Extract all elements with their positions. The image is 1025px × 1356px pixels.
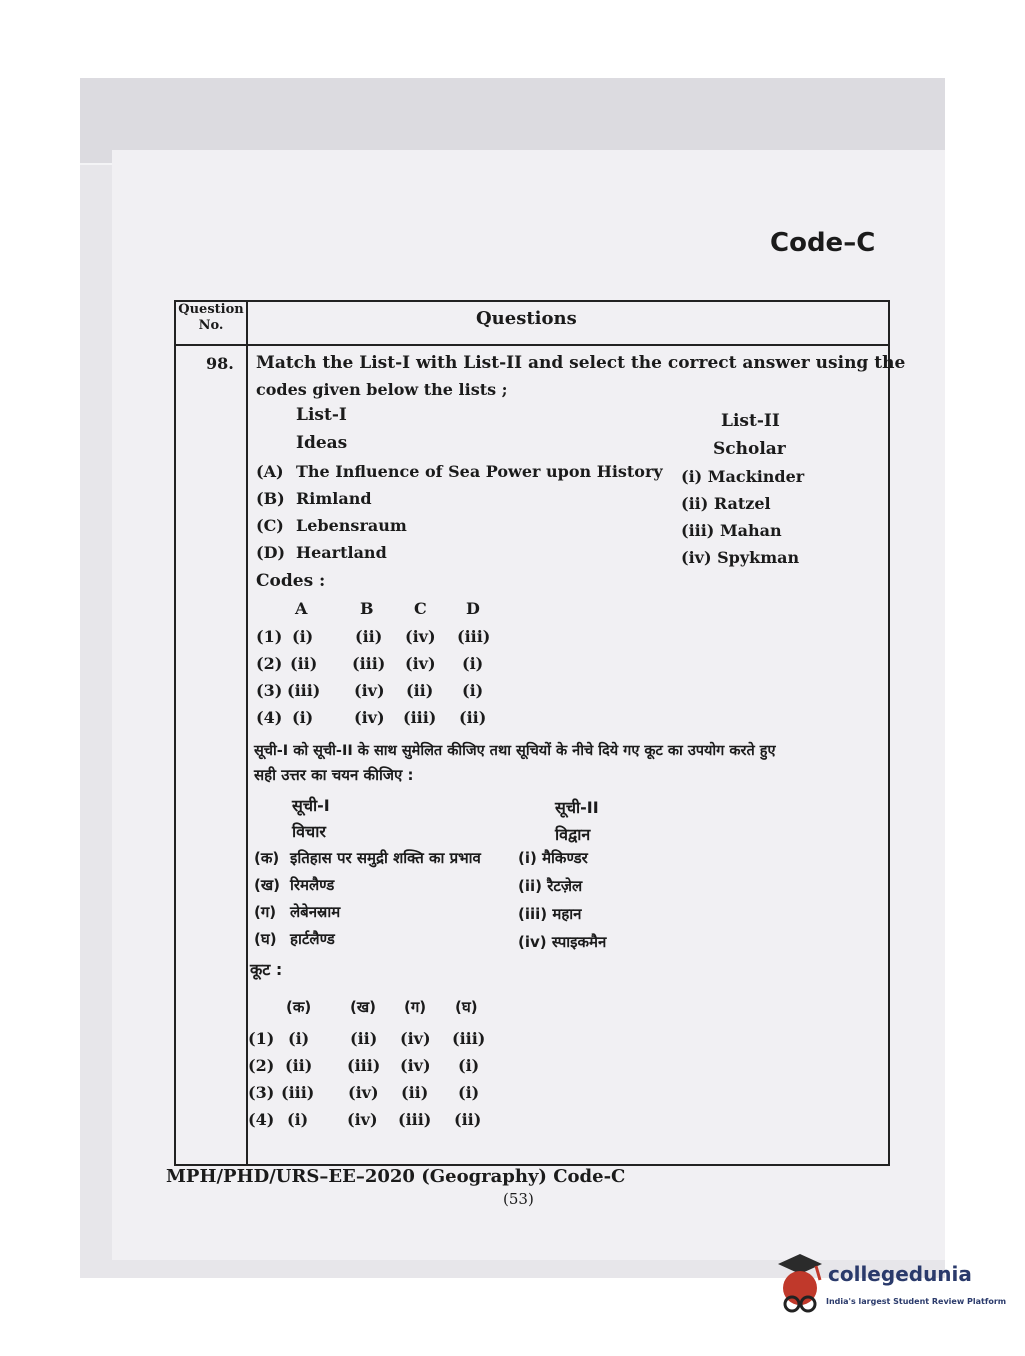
- question-number: 98.: [206, 354, 234, 373]
- hindi-codes-header: (घ): [455, 998, 478, 1016]
- code-cell: (ii): [459, 708, 487, 727]
- hindi-code-cell: (iii): [347, 1056, 381, 1075]
- hindi-list1-text: लेबेनस्राम: [290, 903, 341, 921]
- code-cell: (ii): [290, 654, 318, 673]
- list1-item-text: Lebensraum: [296, 516, 407, 535]
- list2-subtitle: Scholar: [713, 439, 786, 459]
- hindi-code-cell: (iv): [348, 1083, 379, 1102]
- hindi-code-cell: (i): [458, 1083, 480, 1102]
- hindi-stem-line2: सही उत्तर का चयन कीजिए :: [254, 766, 414, 784]
- hindi-code-cell: (ii): [285, 1056, 313, 1075]
- code-cell: (iii): [287, 681, 321, 700]
- code-cell: (ii): [355, 627, 383, 646]
- code-cell: (ii): [406, 681, 434, 700]
- hindi-code-cell: (ii): [350, 1029, 378, 1048]
- hindi-code-cell: (i): [288, 1029, 310, 1048]
- brand-tagline: India's largest Student Review Platform: [826, 1297, 1007, 1306]
- list1-item-text: Heartland: [296, 543, 387, 562]
- list2-item: (iii) Mahan: [681, 521, 782, 540]
- hindi-code-cell: (iii): [398, 1110, 432, 1129]
- code-cell: (iv): [405, 627, 436, 646]
- hindi-code-cell: (iii): [281, 1083, 315, 1102]
- codes-header: B: [360, 599, 374, 618]
- code-label: Code–C: [770, 228, 876, 258]
- hindi-code-cell: (ii): [454, 1110, 482, 1129]
- question-stem-line1: Match the List-I with List-II and select the correct answer using the: [256, 353, 906, 373]
- hindi-code-cell: (iv): [347, 1110, 378, 1129]
- hindi-code-cell: (4): [248, 1110, 275, 1129]
- code-cell: (2): [256, 654, 283, 673]
- hindi-code-cell: (i): [287, 1110, 309, 1129]
- list1-item-text: The Influence of Sea Power upon History: [296, 462, 663, 481]
- hindi-list1-subtitle: विचार: [292, 822, 326, 841]
- question-stem-line2: codes given below the lists ;: [256, 380, 508, 399]
- hindi-code-cell: (ii): [401, 1083, 429, 1102]
- hindi-list2-title: सूची-II: [555, 798, 599, 817]
- code-cell: (i): [292, 627, 314, 646]
- hindi-list2-item: (i) मैकिण्डर: [518, 849, 588, 867]
- hindi-list1-key: (ख): [254, 876, 280, 894]
- hindi-list1-title: सूची-I: [292, 796, 330, 815]
- list1-title: List-I: [296, 405, 347, 425]
- hindi-list1-text: हार्टलैण्ड: [290, 930, 335, 948]
- codes-header: D: [466, 599, 480, 618]
- hindi-list2-subtitle: विद्वान: [555, 825, 591, 844]
- code-cell: (i): [462, 654, 484, 673]
- code-cell: (i): [462, 681, 484, 700]
- hindi-code-cell: (i): [458, 1056, 480, 1075]
- hindi-code-cell: (iv): [400, 1029, 431, 1048]
- hindi-list1-text: इतिहास पर समुद्री शक्ति का प्रभाव: [290, 849, 481, 867]
- code-cell: (1): [256, 627, 283, 646]
- list2-item: (i) Mackinder: [681, 467, 805, 486]
- codes-label: Codes :: [256, 571, 326, 591]
- hindi-code-cell: (iv): [400, 1056, 431, 1075]
- list1-item-key: (B): [256, 489, 285, 508]
- hindi-code-cell: (3): [248, 1083, 275, 1102]
- list2-item: (ii) Ratzel: [681, 494, 771, 513]
- code-cell: (iii): [403, 708, 437, 727]
- code-cell: (iii): [352, 654, 386, 673]
- list1-subtitle: Ideas: [296, 433, 348, 453]
- code-cell: (3): [256, 681, 283, 700]
- list1-item-text: Rimland: [296, 489, 372, 508]
- hindi-code-cell: (iii): [452, 1029, 486, 1048]
- code-cell: (4): [256, 708, 283, 727]
- code-cell: (iv): [405, 654, 436, 673]
- code-cell: (i): [292, 708, 314, 727]
- list1-item-key: (C): [256, 516, 284, 535]
- codes-header: C: [414, 599, 427, 618]
- list1-item-key: (D): [256, 543, 286, 562]
- hindi-stem-line1: सूची-I को सूची-II के साथ सुमेलित कीजिए तथा सूचियों के नीचे दिये गए कूट का उपयोग करते हुए: [254, 743, 776, 759]
- hindi-code-cell: (1): [248, 1029, 275, 1048]
- header-questions: Questions: [476, 308, 577, 329]
- hindi-codes-label: कूट :: [250, 960, 283, 979]
- codes-header: A: [295, 599, 308, 618]
- list2-item: (iv) Spykman: [681, 548, 800, 567]
- hindi-codes-header: (क): [286, 998, 312, 1016]
- hindi-list1-key: (क): [254, 849, 280, 867]
- header-question-no: Question No.: [178, 302, 244, 333]
- collegedunia-logo-icon: [770, 1252, 830, 1322]
- hindi-list1-key: (ग): [254, 903, 277, 921]
- page-number: (53): [503, 1190, 534, 1208]
- hindi-list2-item: (iii) महान: [518, 905, 582, 923]
- hindi-list2-item: (iv) स्पाइकमैन: [518, 933, 607, 951]
- header-divider: [176, 344, 888, 346]
- hindi-list2-item: (ii) रैटज़ेल: [518, 877, 583, 895]
- question-table: [174, 300, 890, 1166]
- footer-title: MPH/PHD/URS–EE–2020 (Geography) Code-C: [166, 1166, 626, 1187]
- hindi-codes-header: (ग): [404, 998, 427, 1016]
- code-cell: (iv): [354, 681, 385, 700]
- hindi-codes-header: (ख): [350, 998, 376, 1016]
- hindi-list1-text: रिमलैण्ड: [290, 876, 335, 894]
- list1-item-key: (A): [256, 462, 284, 481]
- code-cell: (iii): [457, 627, 491, 646]
- list2-title: List-II: [721, 411, 780, 431]
- hindi-list1-key: (घ): [254, 930, 277, 948]
- code-cell: (iv): [354, 708, 385, 727]
- brand-name: collegedunia: [828, 1262, 972, 1286]
- hindi-code-cell: (2): [248, 1056, 275, 1075]
